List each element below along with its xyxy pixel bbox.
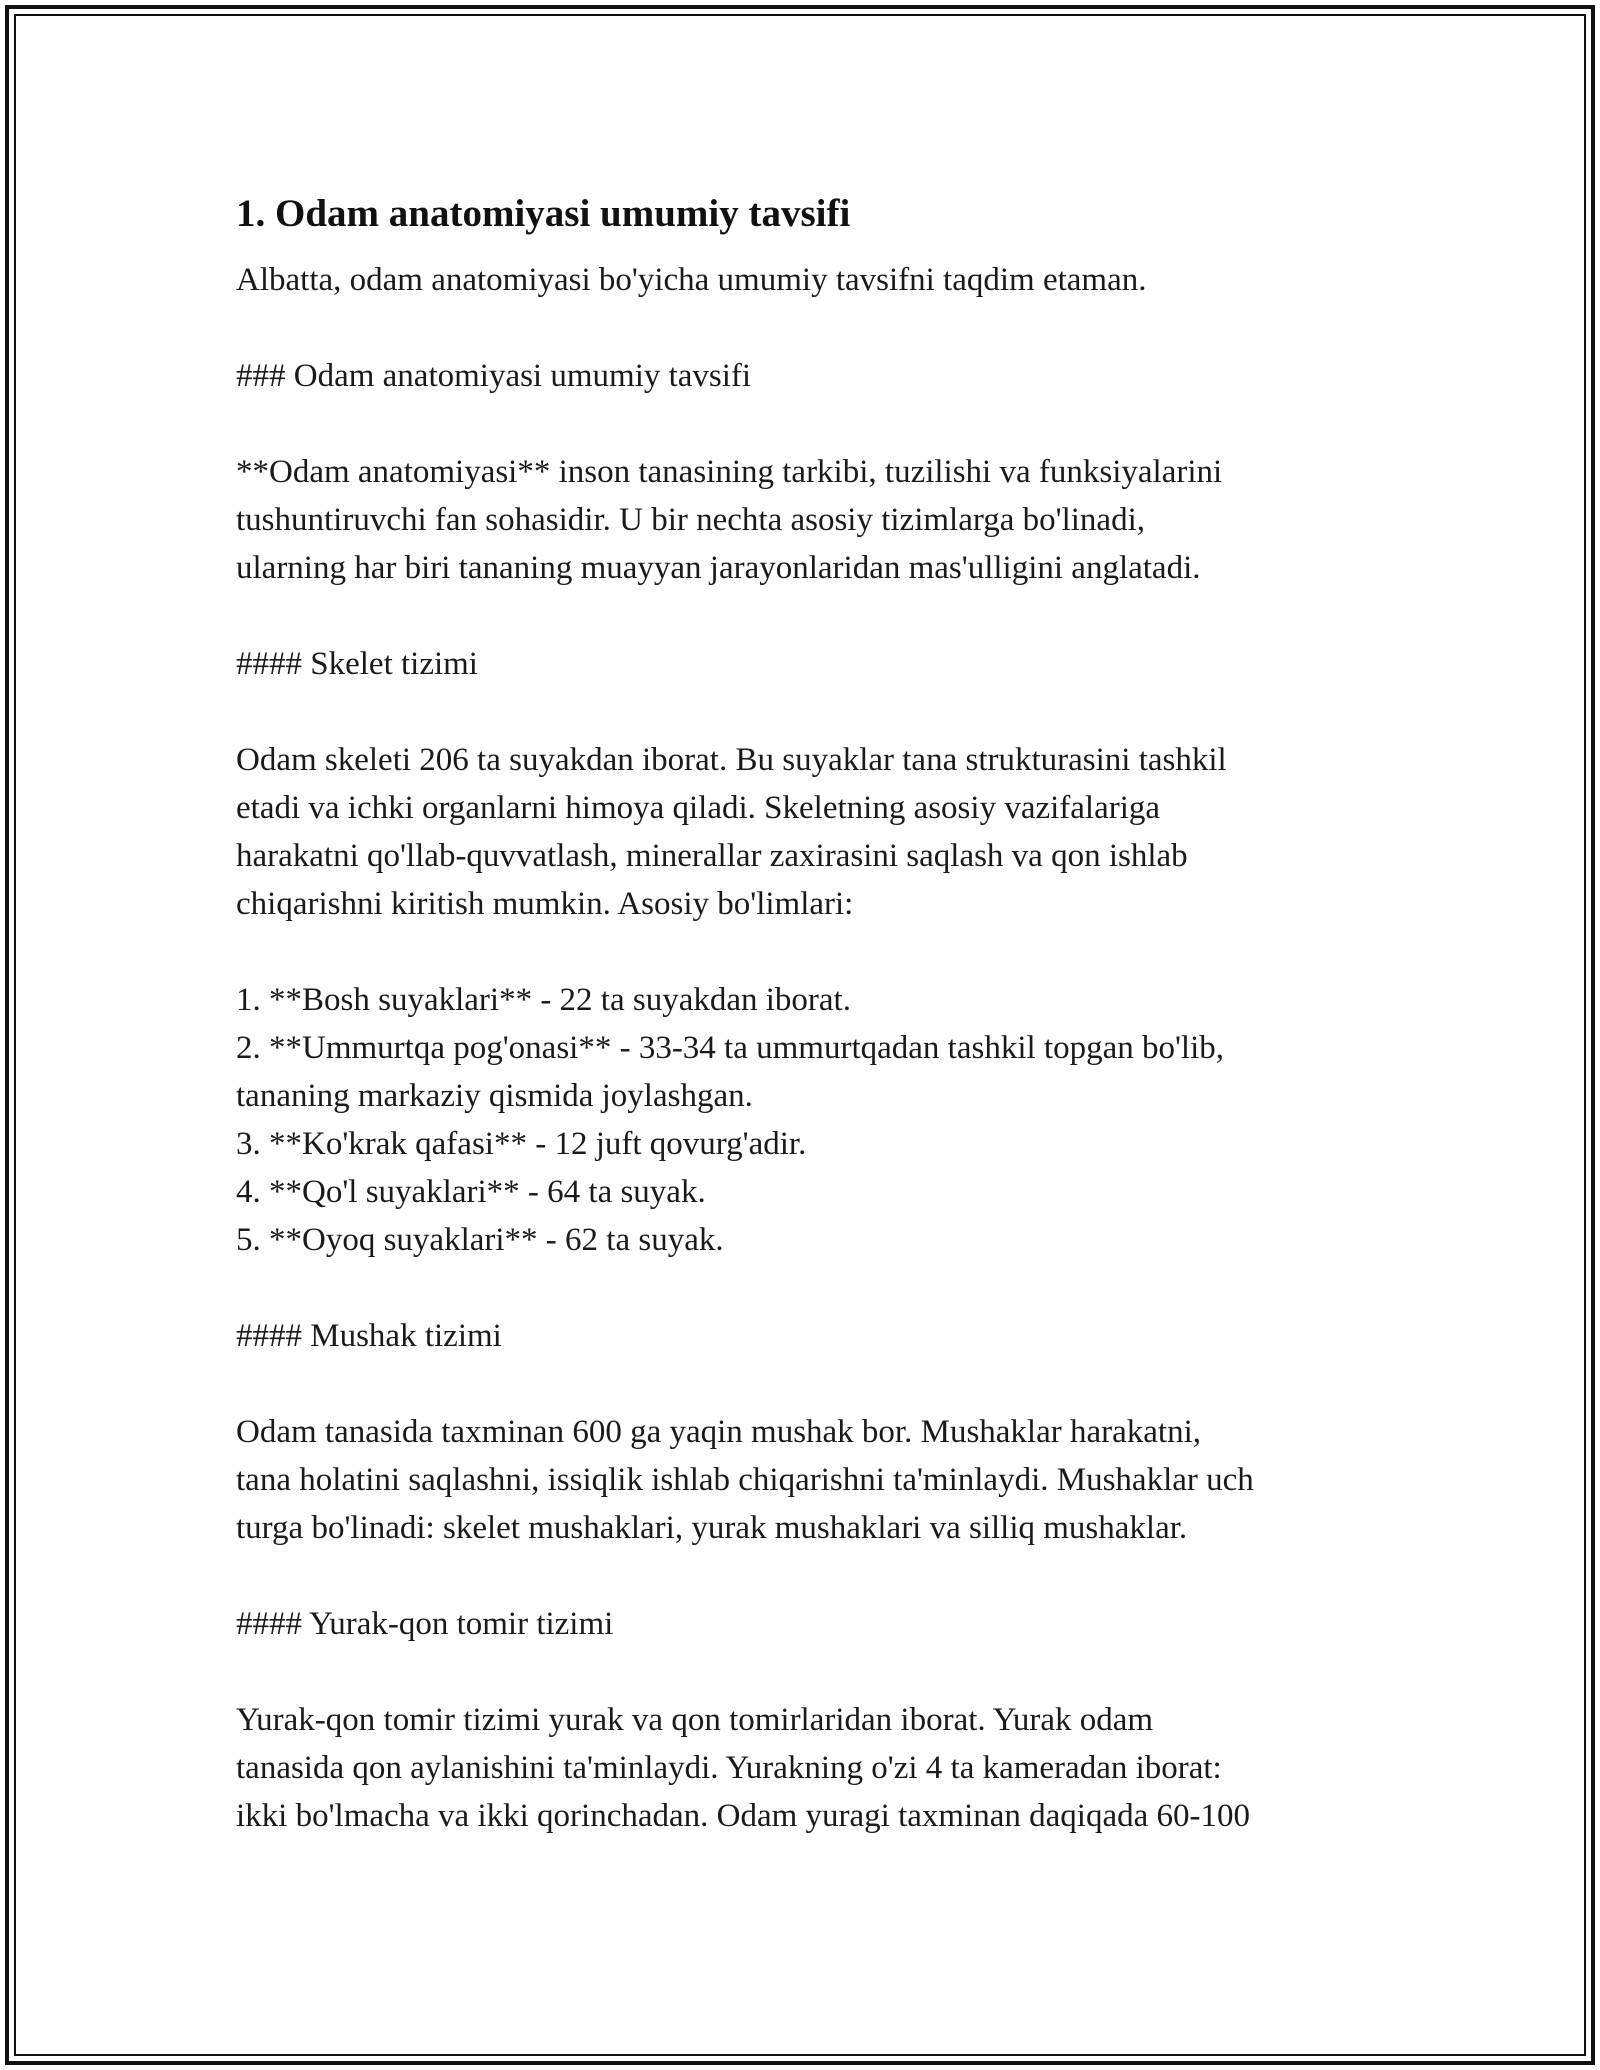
skeleton-text-line: Odam skeleti 206 ta suyakdan iborat. Bu suyaklar tana strukturasini tashkil [236,742,1227,778]
section-heading-cardio: #### Yurak-qon tomir tizimi [236,1606,614,1642]
spacer [236,1648,1386,1696]
list-item: 4. **Qo'l suyaklari** - 64 ta suyak. [236,1174,706,1210]
list-item: 1. **Bosh suyaklari** - 22 ta suyakdan iborat. [236,982,851,1018]
intro-paragraph: Albatta, odam anatomiyasi bo'yicha umumiy tavsifni taqdim etaman. [236,262,1147,298]
section-heading-muscle: #### Mushak tizimi [236,1318,502,1354]
list-item: 3. **Ko'krak qafasi** - 12 juft qovurg'adir. [236,1126,807,1162]
skeleton-text-line: harakatni qo'llab-quvvatlash, minerallar zaxirasini saqlash va qon ishlab [236,838,1188,874]
list-item: 5. **Oyoq suyaklari** - 62 ta suyak. [236,1222,724,1258]
spacer [236,400,1386,448]
anatomy-text-line: **Odam anatomiyasi** inson tanasining tarkibi, tuzilishi va funksiyalarini [236,454,1223,490]
document-title: 1. Odam anatomiyasi umumiy tavsifi [236,192,851,235]
skeleton-text-line: etadi va ichki organlarni himoya qiladi. Skeletning asosiy vazifalariga [236,790,1161,826]
spacer [236,1360,1386,1408]
cardio-text-line: Yurak-qon tomir tizimi yurak va qon tomirlaridan iborat. Yurak odam [236,1702,1154,1738]
spacer [236,1552,1386,1600]
cardio-text-line: tanasida qon aylanishini ta'minlaydi. Yurakning o'zi 4 ta kameradan iborat: [236,1750,1222,1786]
spacer [236,688,1386,736]
muscle-text-line: Odam tanasida taxminan 600 ga yaqin mushak bor. Mushaklar harakatni, [236,1414,1202,1450]
muscle-text-line: tana holatini saqlashni, issiqlik ishlab chiqarishni ta'minlaydi. Mushaklar uch [236,1462,1254,1498]
spacer [236,1264,1386,1312]
spacer [236,592,1386,640]
list-item-continuation: tananing markaziy qismida joylashgan. [236,1078,753,1114]
document-body [236,186,1386,1840]
spacer [236,928,1386,976]
section-heading-skeleton: #### Skelet tizimi [236,646,478,682]
spacer [236,304,1386,352]
list-item: 2. **Ummurtqa pog'onasi** - 33-34 ta ummurtqadan tashkil topgan bo'lib, [236,1030,1225,1066]
section-heading-anatomy: ### Odam anatomiyasi umumiy tavsifi [236,358,752,394]
cardio-text-line: ikki bo'lmacha va ikki qorinchadan. Odam yuragi taxminan daqiqada 60-100 [236,1798,1250,1834]
anatomy-text-line: tushuntiruvchi fan sohasidir. U bir nechta asosiy tizimlarga bo'linadi, [236,502,1145,538]
skeleton-text-line: chiqarishni kiritish mumkin. Asosiy bo'limlari: [236,886,854,922]
anatomy-text-line: ularning har biri tananing muayyan jarayonlaridan mas'ulligini anglatadi. [236,550,1201,586]
muscle-text-line: turga bo'linadi: skelet mushaklari, yurak mushaklari va silliq mushaklar. [236,1510,1188,1546]
